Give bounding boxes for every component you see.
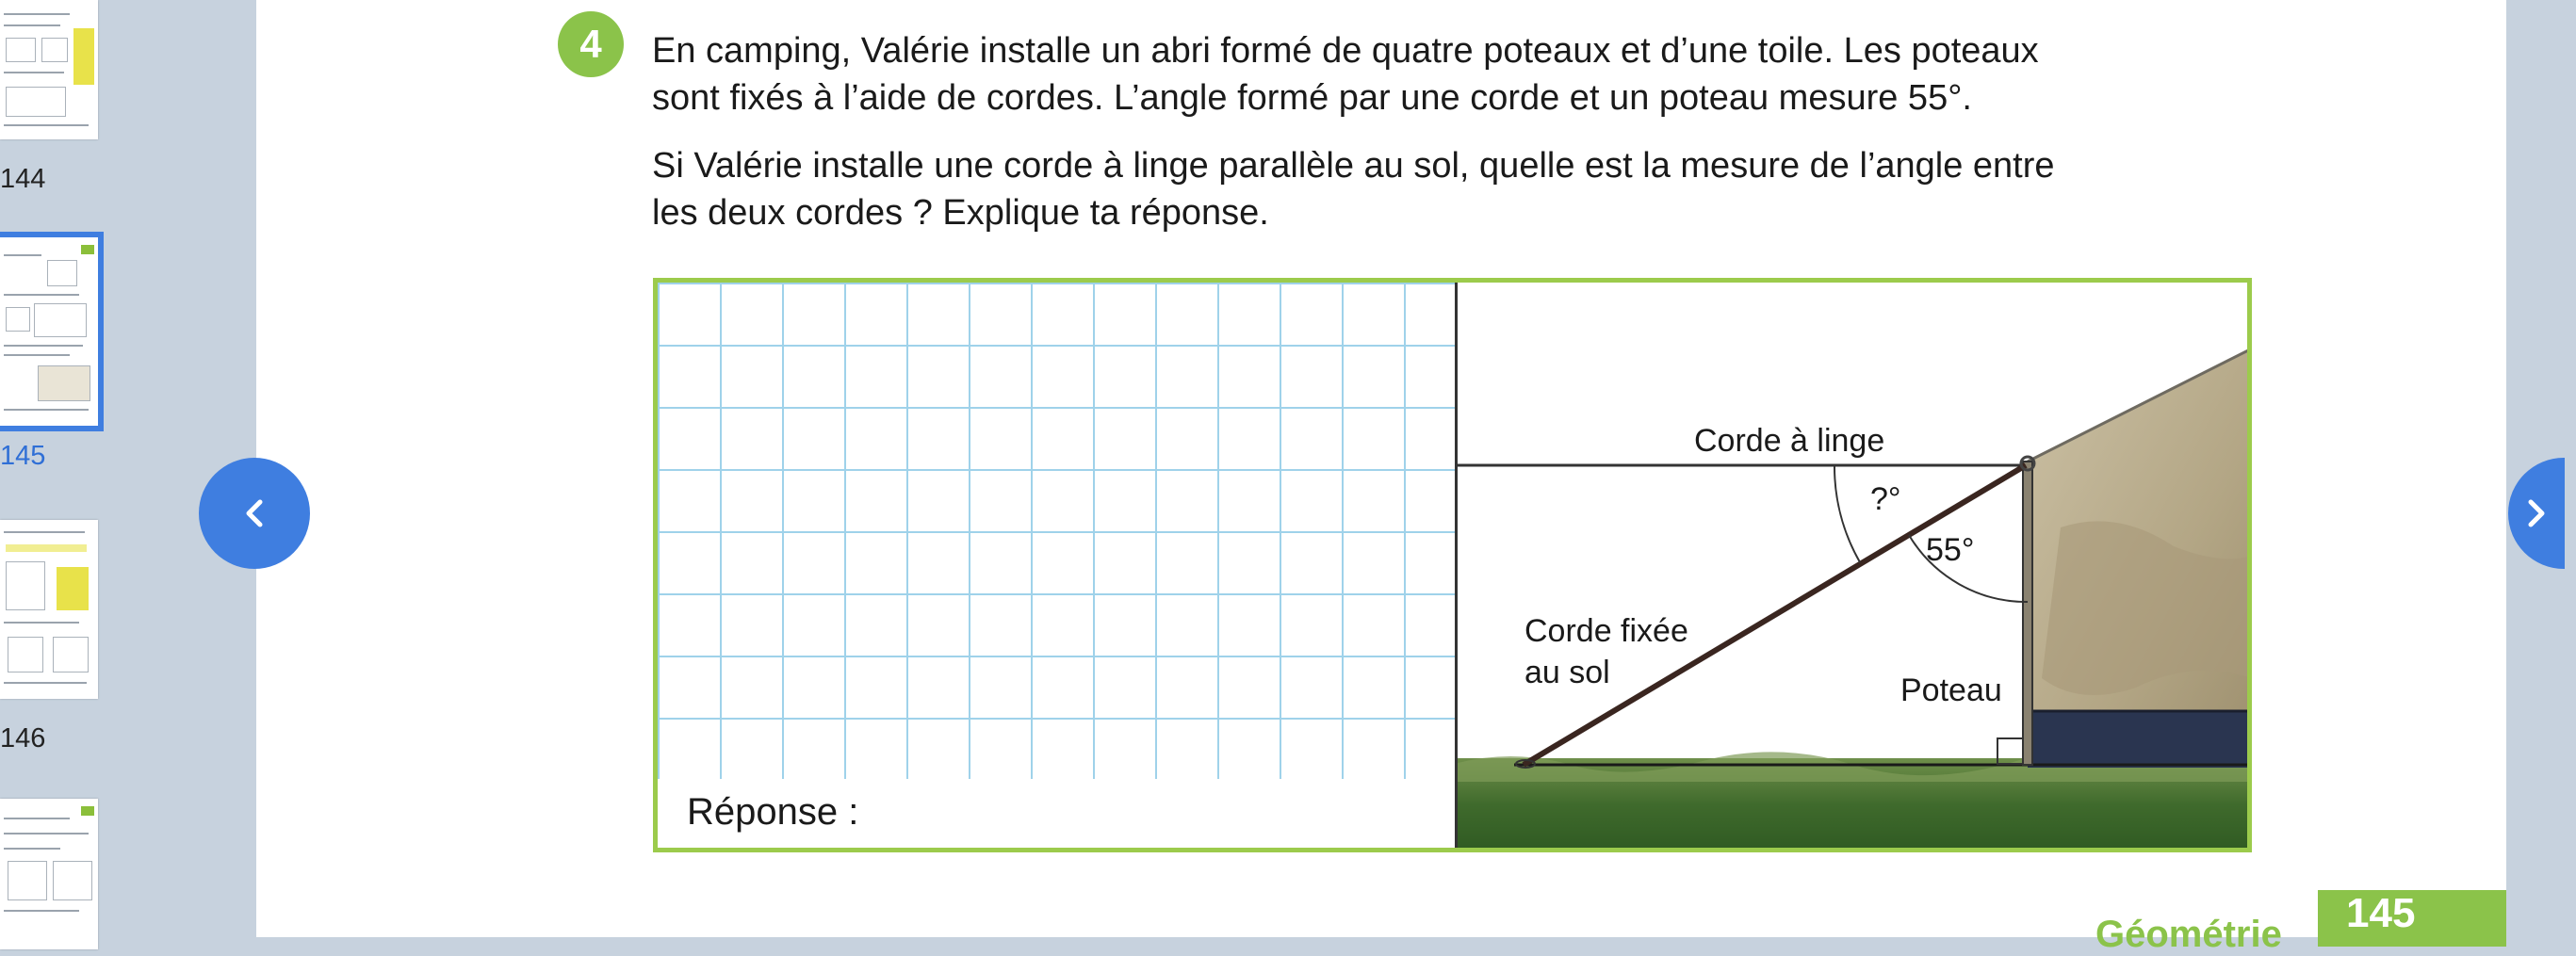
answer-frame: [653, 278, 2252, 852]
statement-line: En camping, Valérie installe un abri formé de quatre poteaux et d’une toile. Les poteaux: [652, 31, 2039, 71]
page-thumbnail-146[interactable]: [0, 520, 98, 699]
prompt-line: les deux cordes ? Explique ta réponse.: [652, 193, 1269, 233]
clothesline-label: Corde à linge: [1694, 423, 1885, 459]
question-prompt: [652, 142, 2518, 236]
tent-diagram: [1458, 283, 2252, 848]
unknown-angle-arc: [1834, 465, 1860, 562]
pole-label: Poteau: [1900, 672, 2002, 708]
chevron-left-icon: [236, 494, 273, 532]
tent-illustration: [1458, 283, 2252, 848]
footer-page-number: 145: [2318, 890, 2506, 947]
chevron-right-icon: [2518, 494, 2555, 532]
question-statement: [652, 27, 2518, 122]
ground-rope-label-line: Corde fixée: [1524, 613, 1688, 649]
known-angle-label: 55°: [1926, 532, 1975, 568]
answer-label: Réponse :: [687, 791, 859, 833]
prompt-line: Si Valérie installe une corde à linge parallèle au sol, quelle est la mesure de l’angle entre: [652, 146, 2055, 186]
thumbnail-sidebar: [0, 0, 137, 937]
page-thumbnail-147[interactable]: [0, 799, 98, 949]
question-number-badge: 4: [558, 11, 624, 77]
pole: [2023, 462, 2032, 765]
statement-line: sont fixés à l’aide de cordes. L’angle formé par une corde et un poteau mesure 55°.: [652, 78, 1972, 118]
unknown-angle-label: ?°: [1870, 481, 1901, 517]
workbook-page: [256, 0, 2506, 955]
tent-bottom-strip: [2028, 711, 2252, 768]
answer-grid[interactable]: [658, 283, 1456, 779]
previous-page-button[interactable]: [199, 458, 310, 569]
page-number-label[interactable]: 144: [0, 164, 46, 194]
footer-section-title: Géométrie: [2095, 914, 2282, 955]
page-thumbnail-145[interactable]: [0, 237, 98, 426]
next-page-button[interactable]: [2508, 458, 2565, 569]
page-number-label[interactable]: 146: [0, 723, 46, 753]
ground-rope-label: [1524, 610, 1688, 693]
ground-rope-label-line: au sol: [1524, 655, 1610, 690]
page-number-label[interactable]: 145: [0, 441, 46, 471]
page-thumbnail-143[interactable]: [0, 0, 98, 139]
